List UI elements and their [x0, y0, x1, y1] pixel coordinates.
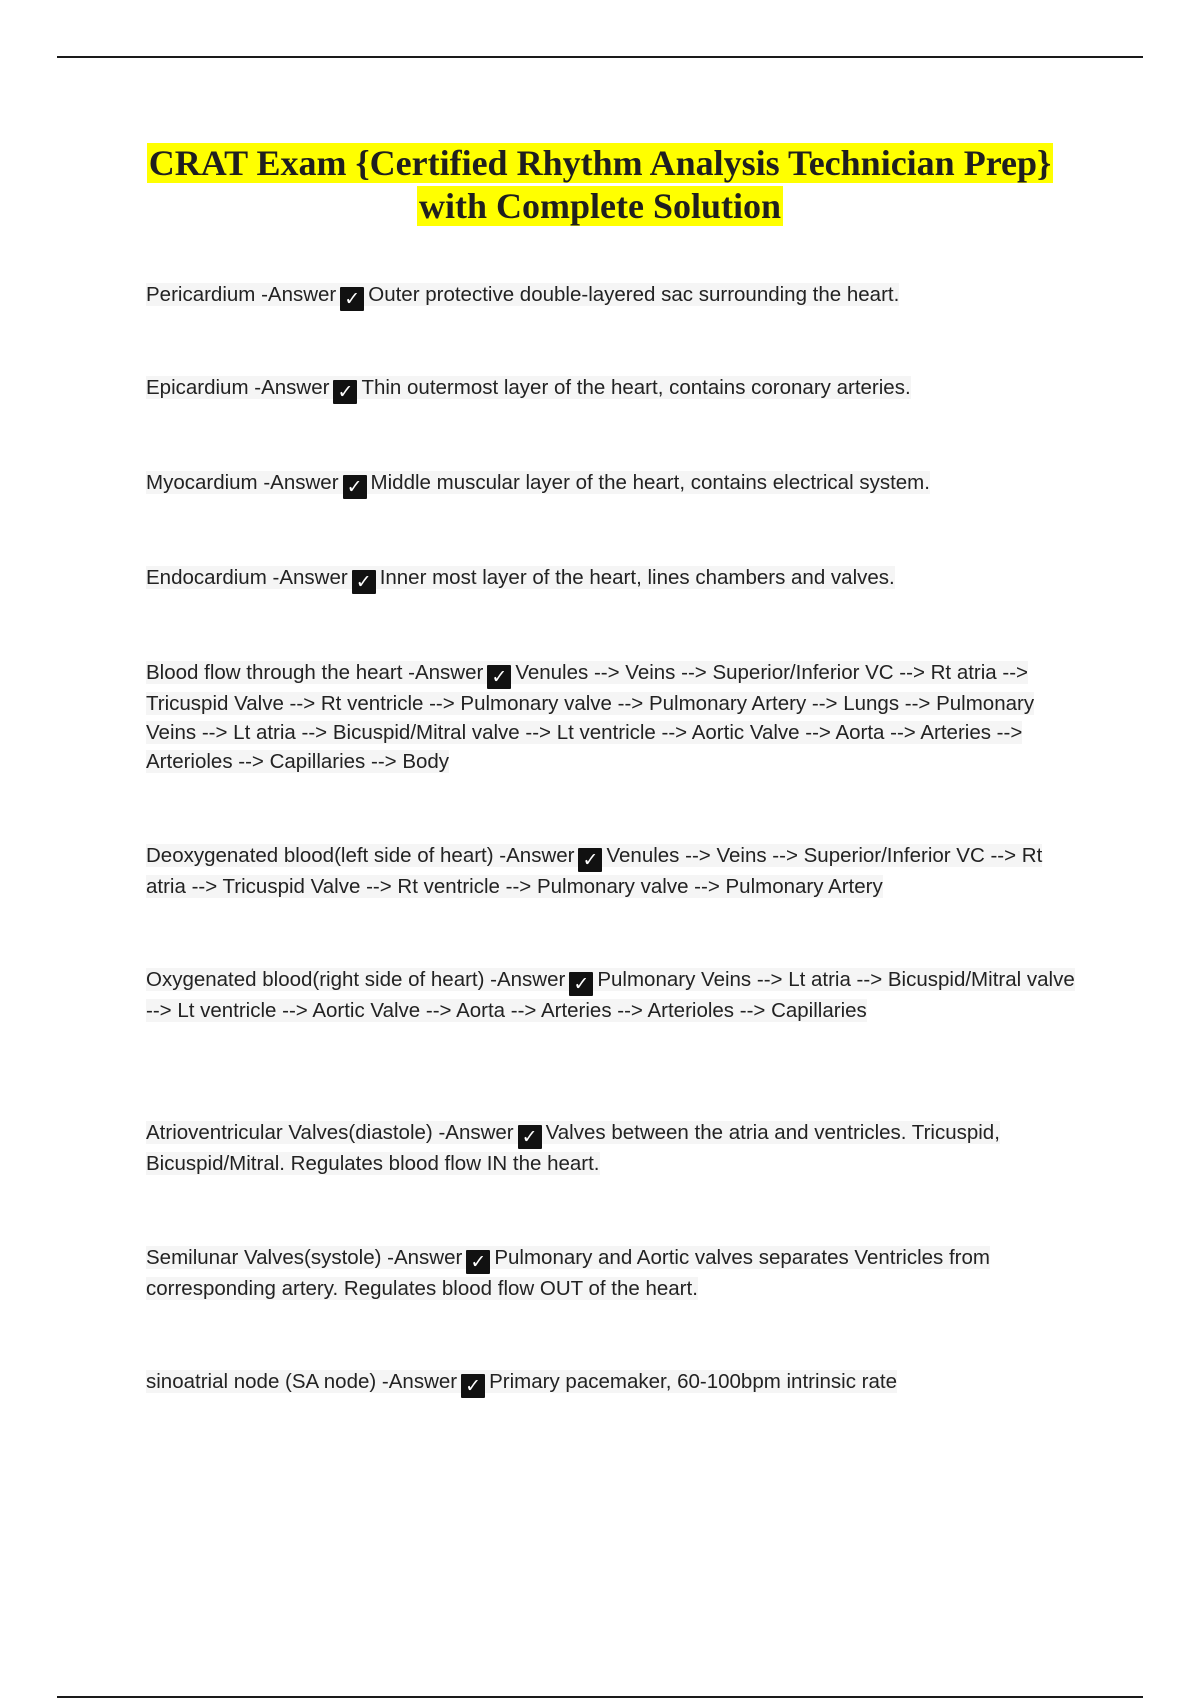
qa-term: Blood flow through the heart	[146, 661, 403, 684]
qa-item	[146, 1243, 1086, 1303]
qa-item	[146, 1118, 1086, 1178]
qa-term: Semilunar Valves(systole)	[146, 1246, 382, 1269]
checkmark-icon: ✓	[352, 570, 376, 594]
qa-item	[146, 468, 1086, 499]
answer-marker: -Answer	[499, 844, 575, 867]
qa-term: Oxygenated blood(right side of heart)	[146, 968, 485, 991]
qa-answer: Valves between the atria and ventricles. Tricuspid, Bicuspid/Mitral. Regulates blood flow IN the heart.	[146, 1121, 1000, 1175]
qa-term: Pericardium	[146, 283, 256, 306]
checkmark-icon: ✓	[578, 848, 602, 872]
answer-marker: -Answer	[490, 968, 566, 991]
qa-item	[146, 373, 1086, 404]
qa-answer: Thin outermost layer of the heart, contains coronary arteries.	[361, 376, 911, 399]
qa-answer: Inner most layer of the heart, lines chambers and valves.	[379, 566, 895, 589]
checkmark-icon: ✓	[343, 475, 367, 499]
answer-marker: -Answer	[261, 283, 337, 306]
qa-answer: Pulmonary Veins --> Lt atria --> Bicuspid/Mitral valve --> Lt ventricle --> Aortic Valve --> Aorta --> Arteries --> Arterioles --> Capillaries	[146, 968, 1075, 1022]
qa-answer: Pulmonary and Aortic valves separates Ventricles from corresponding artery. Regulates blood flow OUT of the heart.	[146, 1246, 990, 1300]
qa-answer: Venules --> Veins --> Superior/Inferior VC --> Rt atria --> Tricuspid Valve --> Rt ventricle --> Pulmonary valve --> Pulmonary Artery --> Lungs --> Pulmonary Veins --> Lt atria --> Bicuspid/Mitral valve --> Lt ventricle --> Aortic Valve --> Aorta --> Arteries --> Arterioles --> Capillaries --> Body	[146, 661, 1035, 773]
checkmark-icon: ✓	[466, 1250, 490, 1274]
answer-marker: -Answer	[438, 1121, 514, 1144]
qa-item	[146, 841, 1086, 901]
bottom-rule	[57, 1696, 1143, 1698]
checkmark-icon: ✓	[569, 972, 593, 996]
answer-marker: -Answer	[263, 471, 339, 494]
checkmark-icon: ✓	[340, 287, 364, 311]
qa-term: Atrioventricular Valves(diastole)	[146, 1121, 433, 1144]
answer-marker: -Answer	[387, 1246, 463, 1269]
answer-marker: -Answer	[272, 566, 348, 589]
qa-item	[146, 280, 1086, 311]
qa-term: sinoatrial node (SA node)	[146, 1370, 377, 1393]
qa-item	[146, 563, 1086, 594]
title-line-2: with Complete Solution	[418, 186, 782, 226]
checkmark-icon: ✓	[461, 1374, 485, 1398]
answer-marker: -Answer	[254, 376, 330, 399]
qa-answer: Middle muscular layer of the heart, contains electrical system.	[370, 471, 930, 494]
qa-answer: Venules --> Veins --> Superior/Inferior VC --> Rt atria --> Tricuspid Valve --> Rt ventricle --> Pulmonary valve --> Pulmonary Artery	[146, 844, 1043, 898]
qa-term: Endocardium	[146, 566, 267, 589]
answer-marker: -Answer	[381, 1370, 458, 1393]
qa-item	[146, 1367, 1086, 1398]
qa-term: Deoxygenated blood(left side of heart)	[146, 844, 494, 867]
qa-answer: Outer protective double-layered sac surrounding the heart.	[368, 283, 900, 306]
qa-item	[146, 658, 1086, 776]
top-rule	[57, 56, 1143, 58]
qa-term: Myocardium	[146, 471, 258, 494]
title-line-1: CRAT Exam {Certified Rhythm Analysis Technician Prep}	[148, 143, 1052, 183]
qa-answer: Primary pacemaker, 60-100bpm intrinsic rate	[489, 1370, 897, 1393]
answer-marker: -Answer	[408, 661, 484, 684]
checkmark-icon: ✓	[333, 380, 357, 404]
qa-item	[146, 965, 1086, 1025]
checkmark-icon: ✓	[487, 665, 511, 689]
qa-term: Epicardium	[146, 376, 249, 399]
document-title	[100, 142, 1100, 228]
checkmark-icon: ✓	[518, 1125, 542, 1149]
